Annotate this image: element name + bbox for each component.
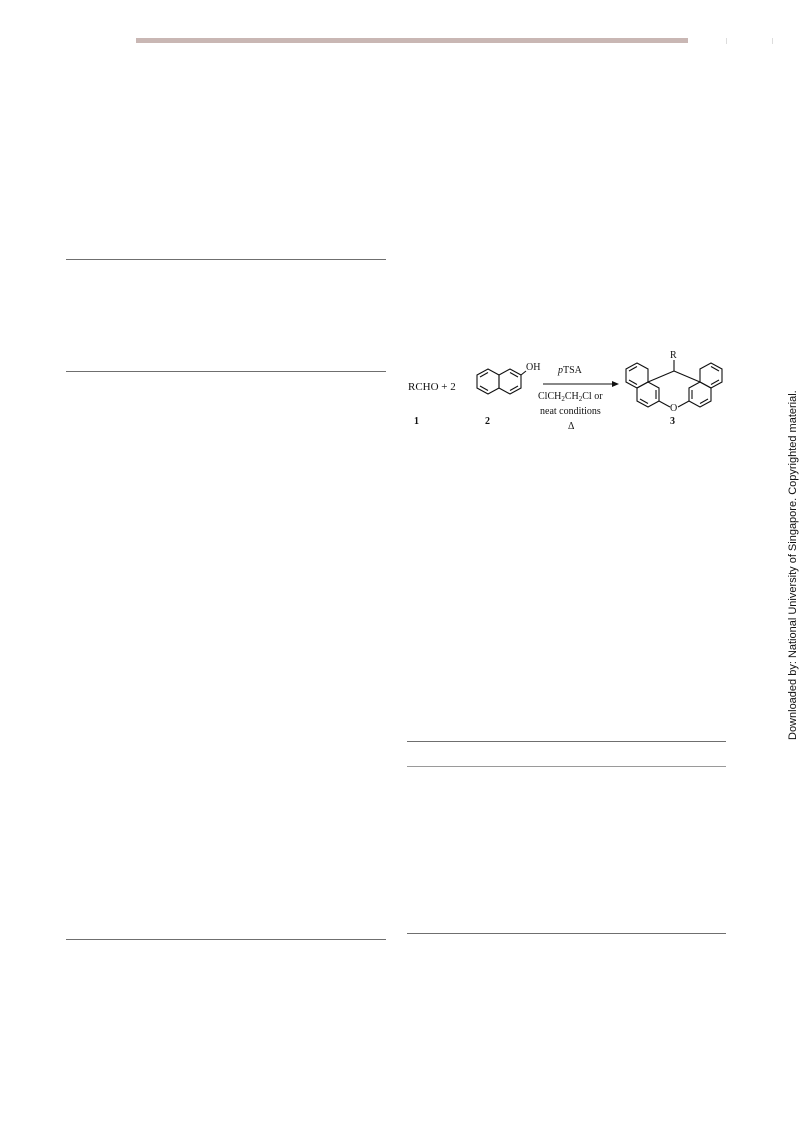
table-bottom-rule [66,939,386,940]
download-watermark: Downloaded by: National University of Singapore. Copyrighted material. [787,390,799,740]
header-rule [136,38,688,43]
reaction-scheme [400,338,730,438]
header-tick [726,38,727,44]
table-header-rule [407,766,726,767]
o-label: O [670,403,678,414]
header-tick [772,38,773,44]
table-bottom-rule [407,933,726,934]
catalyst-label: pTSA [558,365,582,376]
compound-3-label: 3 [670,416,675,427]
neat-conditions-label: neat conditions [540,406,601,417]
naphthol-structure [477,369,526,394]
table-top-rule [407,741,726,742]
table-header-rule [66,371,386,372]
xanthene-structure [626,360,722,407]
table-top-rule [66,259,386,260]
oh-label: OH [526,362,541,373]
reactant-text: RCHO + 2 [408,381,456,393]
compound-1-label: 1 [414,416,419,427]
r-label: R [670,350,677,361]
solvent-label: $ClCH_2CH_2Cl$ or [538,391,603,403]
heat-symbol: Δ [568,421,575,432]
compound-2-label: 2 [485,416,490,427]
arrow-head [612,381,619,387]
